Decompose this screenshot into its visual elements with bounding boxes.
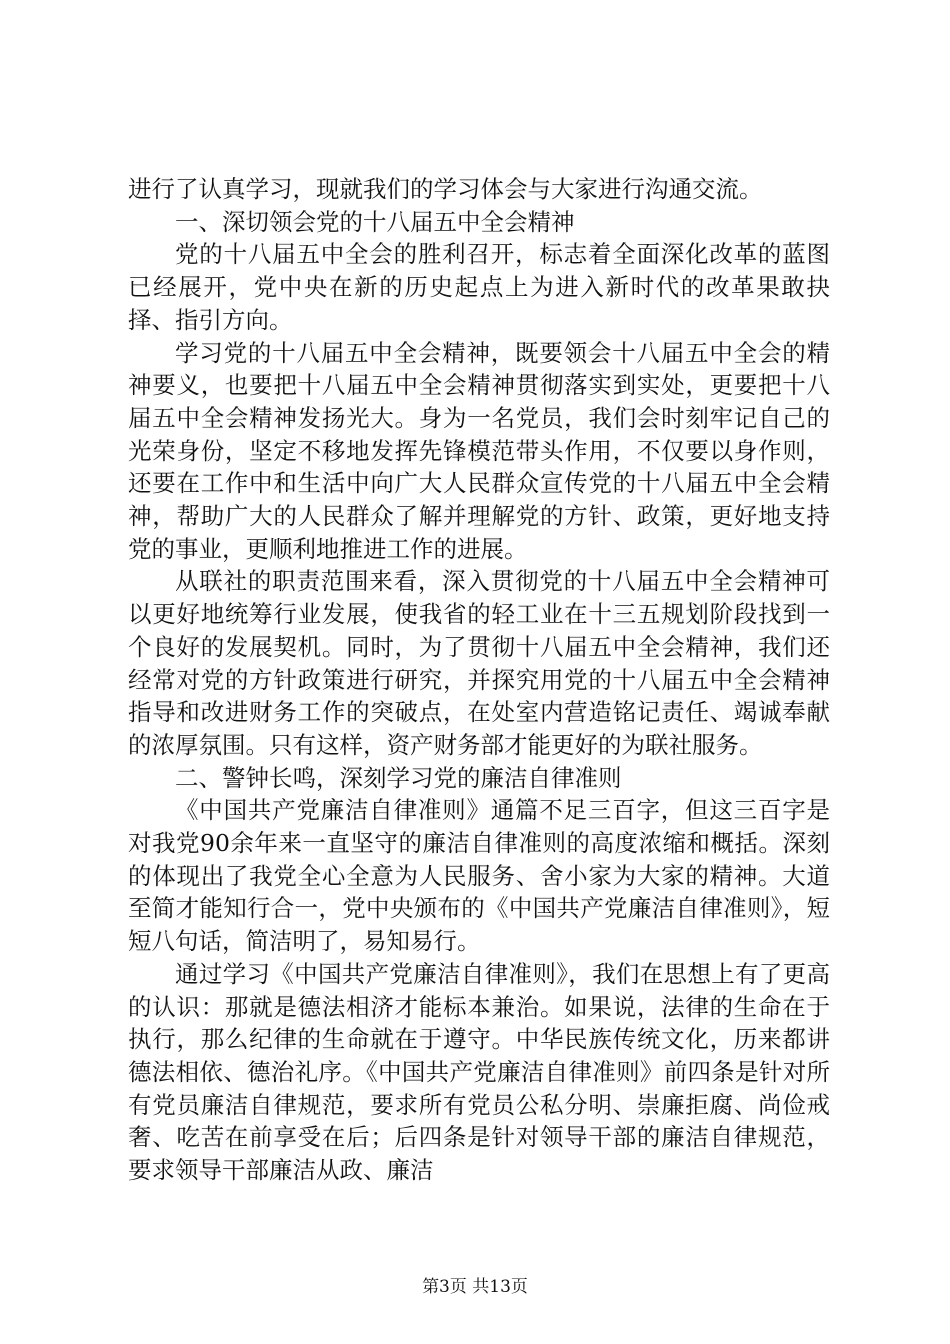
paragraph: 通过学习《中国共产党廉洁自律准则》，我们在思想上有了更高的认识：那就是德法相济才能标本兼治。如果说，法律的生命在于执行，那么纪律的生命就在于遵守。中华民族传统文化，历来都讲德法相依、德治礼序。《中国共产党廉洁自律准则》前四条是针对所有党员廉洁自律规范，要求所有党员公私分明、崇廉拒腐、尚俭戒奢、吃苦在前享受在后；后四条是针对领导干部的廉洁自律规范，要求领导干部廉洁从政、廉洁 [128, 959, 830, 1185]
page-footer [0, 1272, 950, 1297]
page-number: 第3页 共13页 [422, 1277, 528, 1297]
section-heading-2: 二、警钟长鸣，深刻学习党的廉洁自律准则 [175, 763, 622, 792]
paragraph: 从联社的职责范围来看，深入贯彻党的十八届五中全会精神可以更好地统筹行业发展，使我省的轻工业在十三五规划阶段找到一个良好的发展契机。同时，为了贯彻十八届五中全会精神，我们还经常对党的方针政策进行研究，并探究用党的十八届五中全会精神指导和改进财务工作的突破点，在处室内营造铭记责任、竭诚奉献的浓厚氛围。只有这样，资产财务部才能更好的为联社服务。 [128, 567, 830, 759]
paragraph-continuation: 进行了认真学习，现就我们的学习体会与大家进行沟通交流。 [128, 175, 763, 203]
paragraph: 学习党的十八届五中全会精神，既要领会十八届五中全会的精神要义，也要把十八届五中全会精神贯彻落实到实处，更要把十八届五中全会精神发扬光大。身为一名党员，我们会时刻牢记自己的光荣身份，坚定不移地发挥先锋模范带头作用，不仅要以身作则，还要在工作中和生活中向广大人民群众宣传党的十八届五中全会精神，帮助广大的人民群众了解并理解党的方针、政策，更好地支持党的事业，更顺利地推进工作的进展。 [128, 338, 830, 563]
paragraph: 《中国共产党廉洁自律准则》通篇不足三百字，但这三百字是对我党90余年来一直坚守的廉洁自律准则的高度浓缩和概括。深刻的体现出了我党全心全意为人民服务、舍小家为大家的精神。大道至简才能知行合一，党中央颁布的《中国共产党廉洁自律准则》，短短八句话，简洁明了，易知易行。 [128, 796, 830, 956]
section-heading-1: 一、深切领会党的十八届五中全会精神 [175, 207, 575, 236]
document-body [128, 173, 830, 1187]
paragraph: 党的十八届五中全会的胜利召开，标志着全面深化改革的蓝图已经展开，党中央在新的历史起点上为进入新时代的改革果敢抉择、指引方向。 [128, 240, 830, 334]
